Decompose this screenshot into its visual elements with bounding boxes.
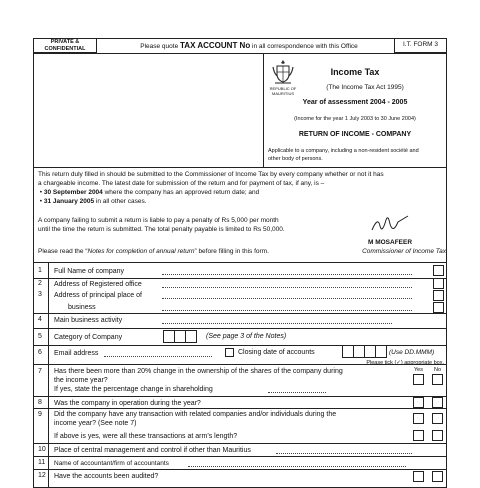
shareholding-change-input[interactable] (268, 392, 326, 393)
accountant-name-input[interactable] (188, 466, 406, 467)
email-input[interactable] (104, 356, 212, 357)
field-12-number: 12 (38, 472, 46, 479)
field-9-label: Did the company have any transaction with related companies and/or individuals during the (54, 411, 337, 418)
audited-no[interactable] (432, 471, 443, 482)
signature-icon (368, 212, 412, 236)
applicable-line-1: Applicable to a company, including a non-resident société and (268, 148, 419, 154)
field-12-label: Have the accounts been audited? (54, 473, 159, 480)
principal-place-box-1[interactable] (433, 290, 444, 301)
central-management-input[interactable] (276, 453, 412, 454)
registered-office-input[interactable] (162, 287, 412, 288)
number-column-divider (48, 262, 49, 488)
title-divider (263, 53, 264, 167)
emblem-caption-2: MAURITIUS (272, 91, 294, 96)
field-4-number: 4 (38, 316, 42, 323)
closing-date-box-4[interactable] (375, 345, 387, 358)
field-2-label: Address of Registered office (54, 281, 142, 288)
page-title: Income Tax (330, 67, 380, 77)
field-1-number: 1 (38, 267, 42, 274)
principal-place-input[interactable] (162, 298, 412, 299)
title-bottom-line (33, 167, 447, 168)
ownership-change-yes[interactable] (413, 374, 424, 385)
field-4-label: Main business activity (54, 317, 123, 324)
signatory-title: Commissioner of Income Tax (362, 248, 446, 255)
coat-of-arms-icon (270, 58, 296, 86)
return-title: RETURN OF INCOME - COMPANY (298, 131, 412, 138)
bullet-1: • 30 September 2004 where the company has an approved return date; and (38, 189, 260, 196)
instructions-bottom-line (33, 262, 447, 263)
field-3-label-2: business (68, 304, 96, 311)
date-format-hint: (Use DD.MMM) (389, 349, 435, 356)
in-operation-yes[interactable] (413, 397, 424, 408)
field-3-label: Address of principal place of (54, 292, 142, 299)
related-transactions-no[interactable] (432, 413, 443, 424)
field-2-number: 2 (38, 280, 42, 287)
private-label-2: CONFIDENTIAL (44, 46, 86, 52)
field-1-label: Full Name of company (54, 268, 125, 275)
field-9-sub: If above is yes, were all these transactions at arm’s length? (54, 433, 238, 440)
principal-place-input-2[interactable] (162, 310, 412, 311)
field-10-label: Place of central management and control if other than Mauritius (54, 447, 251, 454)
act-reference: (The Income Tax Act 1995) (326, 84, 404, 91)
field-11-number: 11 (38, 459, 46, 466)
company-name-box[interactable] (433, 265, 444, 276)
instruction-line-2: a chargeable income. The latest date for submission of the return and for payment of tax, if any, is – (38, 180, 325, 187)
category-note: (See page 3 of the Notes) (206, 333, 287, 340)
field-5-label: Category of Company (54, 334, 123, 341)
notes-reference: Please read the “Notes for completion of annual return” before filling in this form. (38, 248, 269, 255)
category-box-3[interactable] (185, 330, 197, 343)
business-activity-input[interactable] (162, 323, 392, 324)
field-9-label-2: income year? (See note 7) (54, 420, 137, 427)
no-header: No (434, 367, 442, 373)
yes-header: Yes (414, 367, 423, 373)
instruction-line-1: This return duly filled in should be submitted to the Commissioner of Income Tax by every company whether or not it has (38, 171, 384, 178)
field-7-number: 7 (38, 368, 42, 375)
emblem-caption-1: REPUBLIC OF (269, 86, 297, 91)
field-6-number: 6 (38, 349, 42, 356)
field-8-label: Was the company in operation during the year? (54, 400, 201, 407)
income-year: (Income for the year 1 July 2003 to 30 June 2004) (294, 116, 416, 122)
quote-text: Please quote TAX ACCOUNT No in all correspondence with this Office (140, 41, 358, 50)
principal-place-box-2[interactable] (433, 302, 444, 313)
registered-office-box[interactable] (433, 278, 444, 289)
closing-date-label: Closing date of accounts (238, 349, 315, 356)
form-number: I.T. FORM 3 (402, 41, 439, 48)
field-8-number: 8 (38, 399, 42, 406)
field-11-label: Name of accountant/firm of accountants (54, 460, 169, 467)
field-7-label-2: the income year? (54, 377, 108, 384)
year-of-assessment: Year of assessment 2004 - 2005 (302, 99, 408, 106)
tick-hint: Please tick (✓) appropriate box. (366, 360, 444, 366)
applicable-line-2: other body of persons. (268, 156, 323, 162)
arms-length-no[interactable] (432, 430, 443, 441)
penalty-line-1: A company failing to submit a return is liable to pay a penalty of Rs 5,000 per month (38, 217, 279, 224)
field-7-sub: If yes, state the percentage change in shareholding (54, 386, 213, 393)
signatory-name: M MOSAFEER (367, 239, 413, 246)
audited-yes[interactable] (413, 471, 424, 482)
penalty-line-2: until the time the return is submitted. The total penalty payable is limited to Rs 50,000. (38, 226, 285, 233)
field-7-label: Has there been more than 20% change in the ownership of the shares of the company during (54, 368, 343, 375)
header-divider (33, 53, 447, 54)
closing-date-checkbox[interactable] (225, 348, 234, 357)
arms-length-yes[interactable] (413, 430, 424, 441)
in-operation-no[interactable] (432, 397, 443, 408)
field-5-number: 5 (38, 333, 42, 340)
field-6-label: Email address (54, 350, 99, 357)
ownership-change-no[interactable] (432, 374, 443, 385)
field-10-number: 10 (38, 446, 46, 453)
company-name-input[interactable] (162, 274, 412, 275)
private-label-1: PRIVATE & (50, 39, 80, 45)
field-3-number: 3 (38, 291, 42, 298)
bullet-2: • 31 January 2005 in all other cases. (38, 198, 147, 205)
related-transactions-yes[interactable] (413, 413, 424, 424)
field-9-number: 9 (38, 411, 42, 418)
